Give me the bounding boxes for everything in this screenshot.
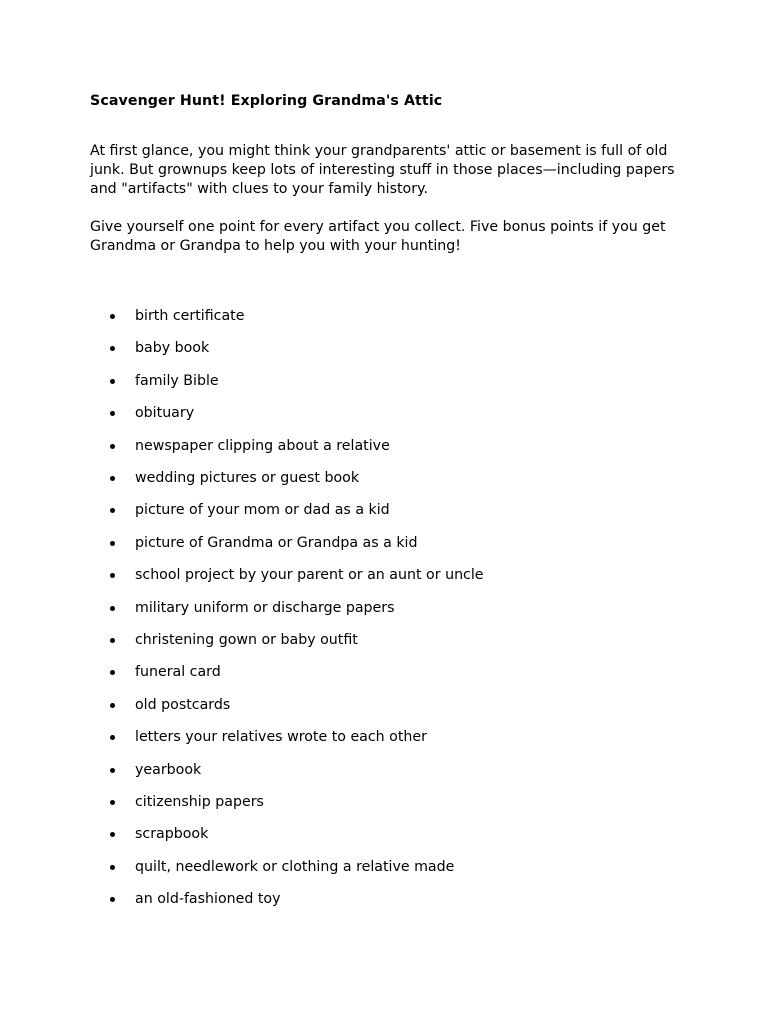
list-item <box>0 792 700 812</box>
list-item-label: yearbook <box>135 761 202 778</box>
list-item-label: wedding pictures or guest book <box>135 470 360 486</box>
bullet-icon <box>110 865 115 870</box>
list-item-label: old postcards <box>135 696 231 713</box>
bullet-icon <box>110 703 115 708</box>
list-item-label: quilt, needlework or clothing a relative made <box>135 858 455 875</box>
bullet-icon <box>110 346 115 351</box>
list-item <box>0 695 700 715</box>
bullet-icon <box>110 573 115 578</box>
list-item-label: newspaper clipping about a relative <box>135 437 390 454</box>
bullet-icon <box>110 638 115 643</box>
list-item-label: citizenship papers <box>135 794 264 810</box>
list-item <box>0 565 700 585</box>
list-item-label: picture of Grandma or Grandpa as a kid <box>135 534 418 551</box>
bullet-icon <box>110 670 115 675</box>
list-item <box>0 889 700 909</box>
list-item <box>0 306 700 326</box>
list-item <box>0 436 700 456</box>
list-item-label: funeral card <box>135 664 221 681</box>
list-item-label: military uniform or discharge papers <box>135 599 395 616</box>
bullet-icon <box>110 411 115 416</box>
intro-paragraph-2: Give yourself one point for every artifact you collect. Five bonus points if you get Grandma or Grandpa to help you with your hunting! <box>90 219 666 254</box>
list-item <box>0 727 700 747</box>
bullet-icon <box>110 508 115 513</box>
list-item-label: obituary <box>135 405 195 422</box>
bullet-icon <box>110 832 115 837</box>
list-item-label: christening gown or baby outfit <box>135 632 358 648</box>
intro-paragraph-1: At first glance, you might think your grandparents' attic or basement is full of old junk. But grownups keep lots of interesting stuff in those places—including papers and "artifacts" with clues to your family history. <box>90 143 675 197</box>
list-item <box>0 760 700 780</box>
list-item <box>0 371 700 391</box>
list-item-label: letters your relatives wrote to each other <box>135 729 427 746</box>
list-item <box>0 824 700 844</box>
list-item <box>0 533 700 553</box>
list-item-label: an old-fashioned toy <box>135 891 281 908</box>
bullet-icon <box>110 735 115 740</box>
bullet-icon <box>110 541 115 546</box>
list-item-label: family Bible <box>135 372 219 389</box>
list-item-label: baby book <box>135 340 210 357</box>
document-title: Scavenger Hunt! Exploring Grandma's Attic <box>90 93 443 109</box>
list-item <box>0 662 700 682</box>
list-item <box>0 500 700 520</box>
bullet-icon <box>110 800 115 805</box>
list-item <box>0 468 700 488</box>
bullet-icon <box>110 897 115 902</box>
list-item <box>0 630 700 650</box>
bullet-icon <box>110 768 115 773</box>
list-item-label: picture of your mom or dad as a kid <box>135 502 390 519</box>
list-item <box>0 403 700 423</box>
bullet-icon <box>110 476 115 481</box>
list-item-label: scrapbook <box>135 826 209 843</box>
list-item <box>0 598 700 618</box>
bullet-icon <box>110 606 115 611</box>
bullet-icon <box>110 379 115 384</box>
list-item <box>0 338 700 358</box>
list-item-label: school project by your parent or an aunt or uncle <box>135 567 484 584</box>
list-item <box>0 857 700 877</box>
bullet-icon <box>110 314 115 319</box>
list-item-label: birth certificate <box>135 308 245 324</box>
bullet-icon <box>110 444 115 449</box>
